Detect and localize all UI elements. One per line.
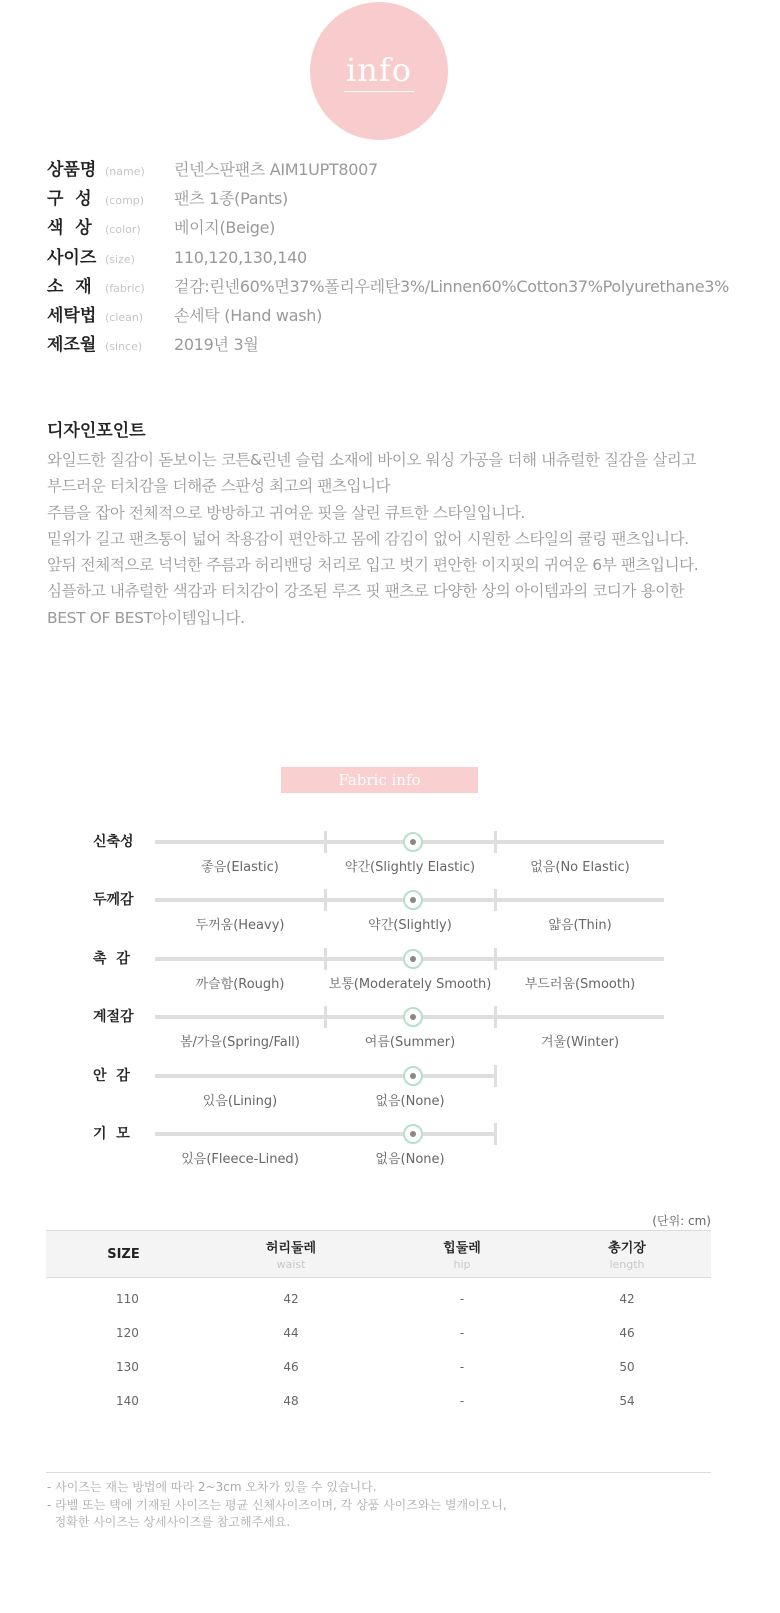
info-label: 색 상 bbox=[47, 218, 92, 239]
table-cell: 120 bbox=[116, 1326, 139, 1340]
table-cell: 42 bbox=[619, 1292, 635, 1306]
design-line: 주름을 잡아 전체적으로 방방하고 귀여운 핏을 살린 큐트한 스타일입니다. bbox=[47, 503, 525, 522]
info-label: 사이즈 bbox=[47, 247, 97, 268]
fabric-scale-tick bbox=[324, 1006, 327, 1028]
table-cell: 46 bbox=[283, 1360, 299, 1374]
info-sub-label: (comp) bbox=[105, 194, 145, 208]
table-cell: - bbox=[459, 1360, 465, 1374]
table-cell: 46 bbox=[619, 1326, 635, 1340]
info-sub-label: (color) bbox=[105, 223, 141, 237]
fabric-scale-tick bbox=[494, 1006, 497, 1028]
info-label: 상품명 bbox=[47, 160, 97, 180]
size-notes bbox=[47, 1478, 507, 1531]
fabric-option-label: 없음(No Elastic) bbox=[530, 860, 630, 875]
info-value: 베이지(Beige) bbox=[174, 218, 276, 238]
fabric-option-label: 두꺼움(Heavy) bbox=[195, 918, 285, 934]
note-line: 정확한 사이즈는 상세사이즈를 참고해주세요. bbox=[47, 1515, 291, 1529]
info-badge bbox=[310, 2, 448, 140]
info-label: 구 성 bbox=[47, 189, 92, 210]
fabric-scale-track bbox=[155, 1132, 497, 1136]
table-cell: 110 bbox=[116, 1292, 139, 1306]
design-point-title: 디자인포인트 bbox=[47, 421, 146, 441]
table-cell: 48 bbox=[283, 1394, 299, 1408]
column-header-length: 총기장 length bbox=[543, 1231, 711, 1278]
design-line: 앞뒤 전체적으로 넉넉한 주름과 허리밴딩 처리로 입고 벗기 편안한 이지핏의 귀여운 6부 팬츠입니다. bbox=[47, 556, 699, 575]
size-unit: (단위: cm) bbox=[652, 1214, 711, 1228]
fabric-option-label: 부드러움(Smooth) bbox=[524, 976, 636, 992]
fabric-attr-label: 안 감 bbox=[93, 1067, 130, 1084]
info-row bbox=[47, 243, 307, 269]
fabric-option-label: 좋음(Elastic) bbox=[201, 860, 279, 875]
info-row bbox=[47, 330, 259, 356]
fabric-option-label: 있음(Lining) bbox=[202, 1093, 278, 1109]
fabric-selected-marker bbox=[403, 1007, 423, 1027]
info-value: 팬츠 1종(Pants) bbox=[174, 189, 289, 209]
column-header-hip: 힙둘레 hip bbox=[381, 1231, 543, 1278]
table-cell: 54 bbox=[619, 1394, 635, 1408]
fabric-scale-track bbox=[155, 1074, 497, 1078]
info-value: 린넨스판팬츠 AIM1UPT8007 bbox=[174, 160, 378, 179]
info-badge-text: info bbox=[344, 51, 414, 92]
table-row bbox=[46, 1316, 711, 1350]
info-value: 겉감:린넨60%면37%폴리우레탄3%/Linnen60%Cotton37%Polyurethane3% bbox=[174, 276, 730, 296]
design-line: 심플하고 내츄럴한 색감과 터치감이 강조된 루즈 핏 팬츠로 다양한 상의 아이템과의 코디가 용이한 bbox=[47, 582, 685, 601]
fabric-selected-marker bbox=[403, 1066, 423, 1086]
table-row bbox=[46, 1278, 711, 1317]
fabric-scale-tick bbox=[494, 831, 497, 853]
table-cell: 42 bbox=[283, 1292, 299, 1306]
fabric-scale-tick bbox=[494, 889, 497, 911]
fabric-scale-tick bbox=[324, 948, 327, 970]
table-cell: - bbox=[459, 1292, 465, 1306]
fabric-option-label: 없음(None) bbox=[375, 1152, 445, 1167]
info-label: 세탁법 bbox=[47, 306, 97, 326]
fabric-attr-label: 촉 감 bbox=[93, 950, 130, 967]
fabric-option-label: 봄/가을(Spring/Fall) bbox=[179, 1035, 300, 1051]
table-row bbox=[46, 1384, 711, 1418]
fabric-option-label: 여름(Summer) bbox=[364, 1035, 456, 1051]
design-point-text bbox=[47, 448, 698, 632]
column-header-waist: 허리둘레 waist bbox=[201, 1231, 381, 1278]
fabric-scale-tick bbox=[494, 1123, 497, 1145]
table-cell: 140 bbox=[116, 1394, 139, 1408]
info-sub-label: (name) bbox=[105, 165, 145, 178]
fabric-option-label: 보통(Moderately Smooth) bbox=[328, 976, 492, 992]
info-value: 2019년 3월 bbox=[174, 335, 259, 355]
note-line: - 사이즈는 재는 방법에 따라 2~3cm 오차가 있을 수 있습니다. bbox=[47, 1480, 377, 1494]
table-cell: - bbox=[459, 1326, 465, 1340]
design-line: 와일드한 질감이 돋보이는 코튼&린넨 슬럽 소재에 바이오 워싱 가공을 더해 내츄럴한 질감을 살리고 bbox=[47, 451, 696, 469]
table-cell: - bbox=[459, 1394, 465, 1408]
table-row bbox=[46, 1350, 711, 1384]
design-line: 밑위가 길고 팬츠통이 넓어 착용감이 편안하고 몸에 감김이 없어 시원한 스타일의 쿨링 팬츠입니다. bbox=[47, 529, 689, 548]
fabric-selected-marker bbox=[403, 1124, 423, 1144]
column-header-size: SIZE bbox=[46, 1231, 201, 1278]
fabric-scale-tick bbox=[494, 1065, 497, 1087]
info-sub-label: (clean) bbox=[105, 311, 144, 324]
table-cell: 50 bbox=[619, 1360, 635, 1374]
info-row bbox=[47, 155, 378, 181]
info-label: 제조월 bbox=[47, 335, 97, 356]
info-label: 소 재 bbox=[47, 276, 92, 297]
fabric-attr-label: 기 모 bbox=[93, 1126, 130, 1142]
fabric-selected-marker bbox=[403, 832, 423, 852]
info-row bbox=[47, 184, 288, 210]
info-sub-label: (fabric) bbox=[105, 281, 145, 295]
info-row bbox=[47, 213, 275, 239]
fabric-selected-marker bbox=[403, 949, 423, 969]
fabric-scale-tick bbox=[324, 831, 327, 853]
fabric-option-label: 겨울(Winter) bbox=[540, 1035, 620, 1051]
info-value: 110,120,130,140 bbox=[174, 247, 307, 267]
fabric-scale-tick bbox=[324, 889, 327, 911]
fabric-attr-label: 두께감 bbox=[93, 892, 134, 909]
fabric-info-badge: Fabric info bbox=[281, 767, 478, 793]
size-table bbox=[46, 1230, 711, 1418]
table-cell: 130 bbox=[116, 1360, 139, 1374]
fabric-scale-tick bbox=[494, 948, 497, 970]
fabric-option-label: 있음(Fleece-Lined) bbox=[181, 1152, 299, 1167]
note-line: - 라벨 또는 택에 기재된 사이즈는 평균 신체사이즈이며, 각 상품 사이즈와는 별개이오니, bbox=[47, 1497, 507, 1512]
design-line: 부드러운 터치감을 더해준 스판성 최고의 팬츠입니다 bbox=[47, 477, 391, 496]
table-cell: 44 bbox=[283, 1326, 299, 1340]
fabric-option-label: 약간(Slightly Elastic) bbox=[344, 860, 476, 875]
info-row bbox=[47, 301, 322, 327]
fabric-selected-marker bbox=[403, 890, 423, 910]
fabric-option-label: 없음(None) bbox=[375, 1093, 445, 1109]
fabric-option-label: 약간(Slightly) bbox=[368, 918, 452, 934]
fabric-option-label: 얇음(Thin) bbox=[548, 918, 612, 934]
size-table-header bbox=[46, 1231, 711, 1278]
design-line: BEST OF BEST아이템입니다. bbox=[47, 608, 245, 627]
notes-divider bbox=[46, 1472, 711, 1473]
info-sub-label: (size) bbox=[105, 252, 135, 266]
info-value: 손세탁 (Hand wash) bbox=[174, 306, 323, 325]
fabric-attr-label: 신축성 bbox=[93, 834, 134, 850]
info-sub-label: (since) bbox=[105, 340, 143, 354]
info-row bbox=[47, 272, 729, 298]
fabric-attr-label: 계절감 bbox=[93, 1009, 134, 1026]
fabric-option-label: 까슬함(Rough) bbox=[195, 976, 285, 992]
